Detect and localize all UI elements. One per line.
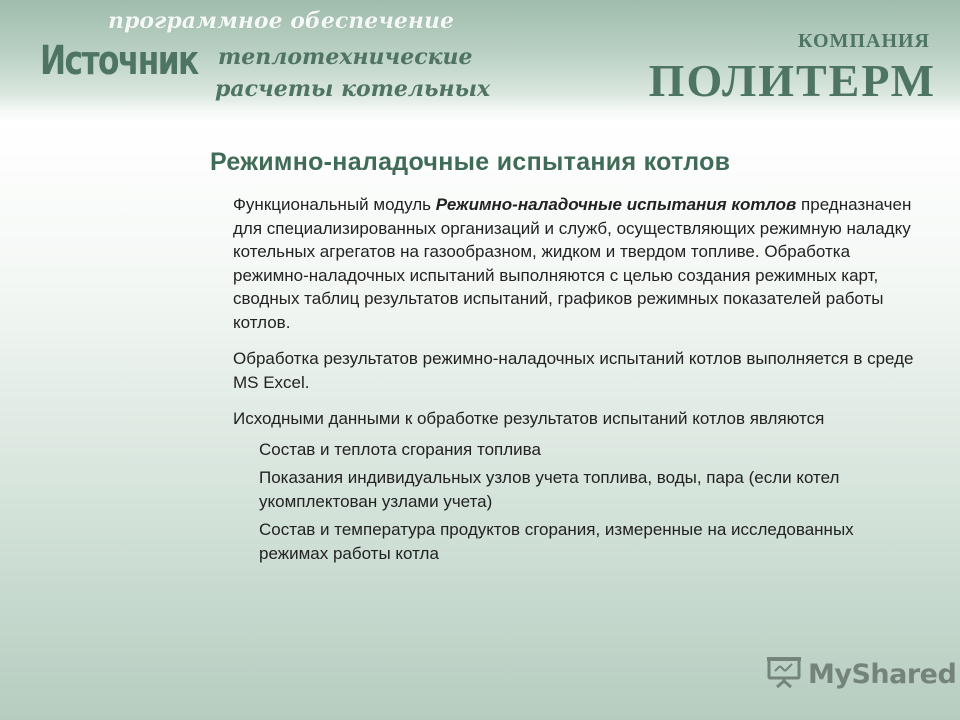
paragraph-description: [233, 193, 923, 334]
paragraph-excel: Обработка результатов режимно-наладочных испытаний котлов выполняется в среде MS Excel.: [233, 349, 914, 392]
list-item: Показания индивидуальных узлов учета топлива, воды, пара (если котел укомплектован узлами учета): [259, 468, 840, 511]
watermark: [766, 656, 956, 693]
input-data-list: [233, 438, 923, 566]
tagline-line-2: теплотехнические: [218, 44, 473, 70]
header-banner: [0, 0, 960, 112]
projector-screen-icon: [766, 656, 802, 693]
slide-body: [233, 193, 923, 570]
watermark-text: MyShared: [808, 659, 957, 690]
tagline-line-3: расчеты котельных: [215, 76, 491, 102]
paragraph-suffix: предназначен для специализированных организаций и служб, осуществляющих режимную наладку котельных агрегатов на газообразном, жидком и твердом топливе. Обработка режимно-наладочных испытаний выполняются с целью создания режимных карт, сводных таблиц результатов испытаний, графиков режимных показателей работы котлов.: [233, 195, 912, 332]
list-item: Состав и температура продуктов сгорания, измеренные на исследованных режимах работы котла: [259, 520, 854, 563]
list-item: Состав и теплота сгорания топлива: [259, 439, 541, 459]
paragraph-inputs-intro: Исходными данными к обработке результатов испытаний котлов являются: [233, 409, 825, 428]
company-label: КОМПАНИЯ: [798, 30, 930, 52]
slide-title: Режимно-наладочные испытания котлов: [210, 148, 731, 176]
company-name-logo: ПОЛИТЕРМ: [648, 55, 936, 106]
product-logo: Источник: [40, 38, 198, 84]
paragraph-prefix: Функциональный модуль: [233, 195, 436, 214]
module-name-emphasis: Режимно-наладочные испытания котлов: [435, 195, 797, 214]
tagline-line-1: программное обеспечение: [108, 8, 454, 34]
